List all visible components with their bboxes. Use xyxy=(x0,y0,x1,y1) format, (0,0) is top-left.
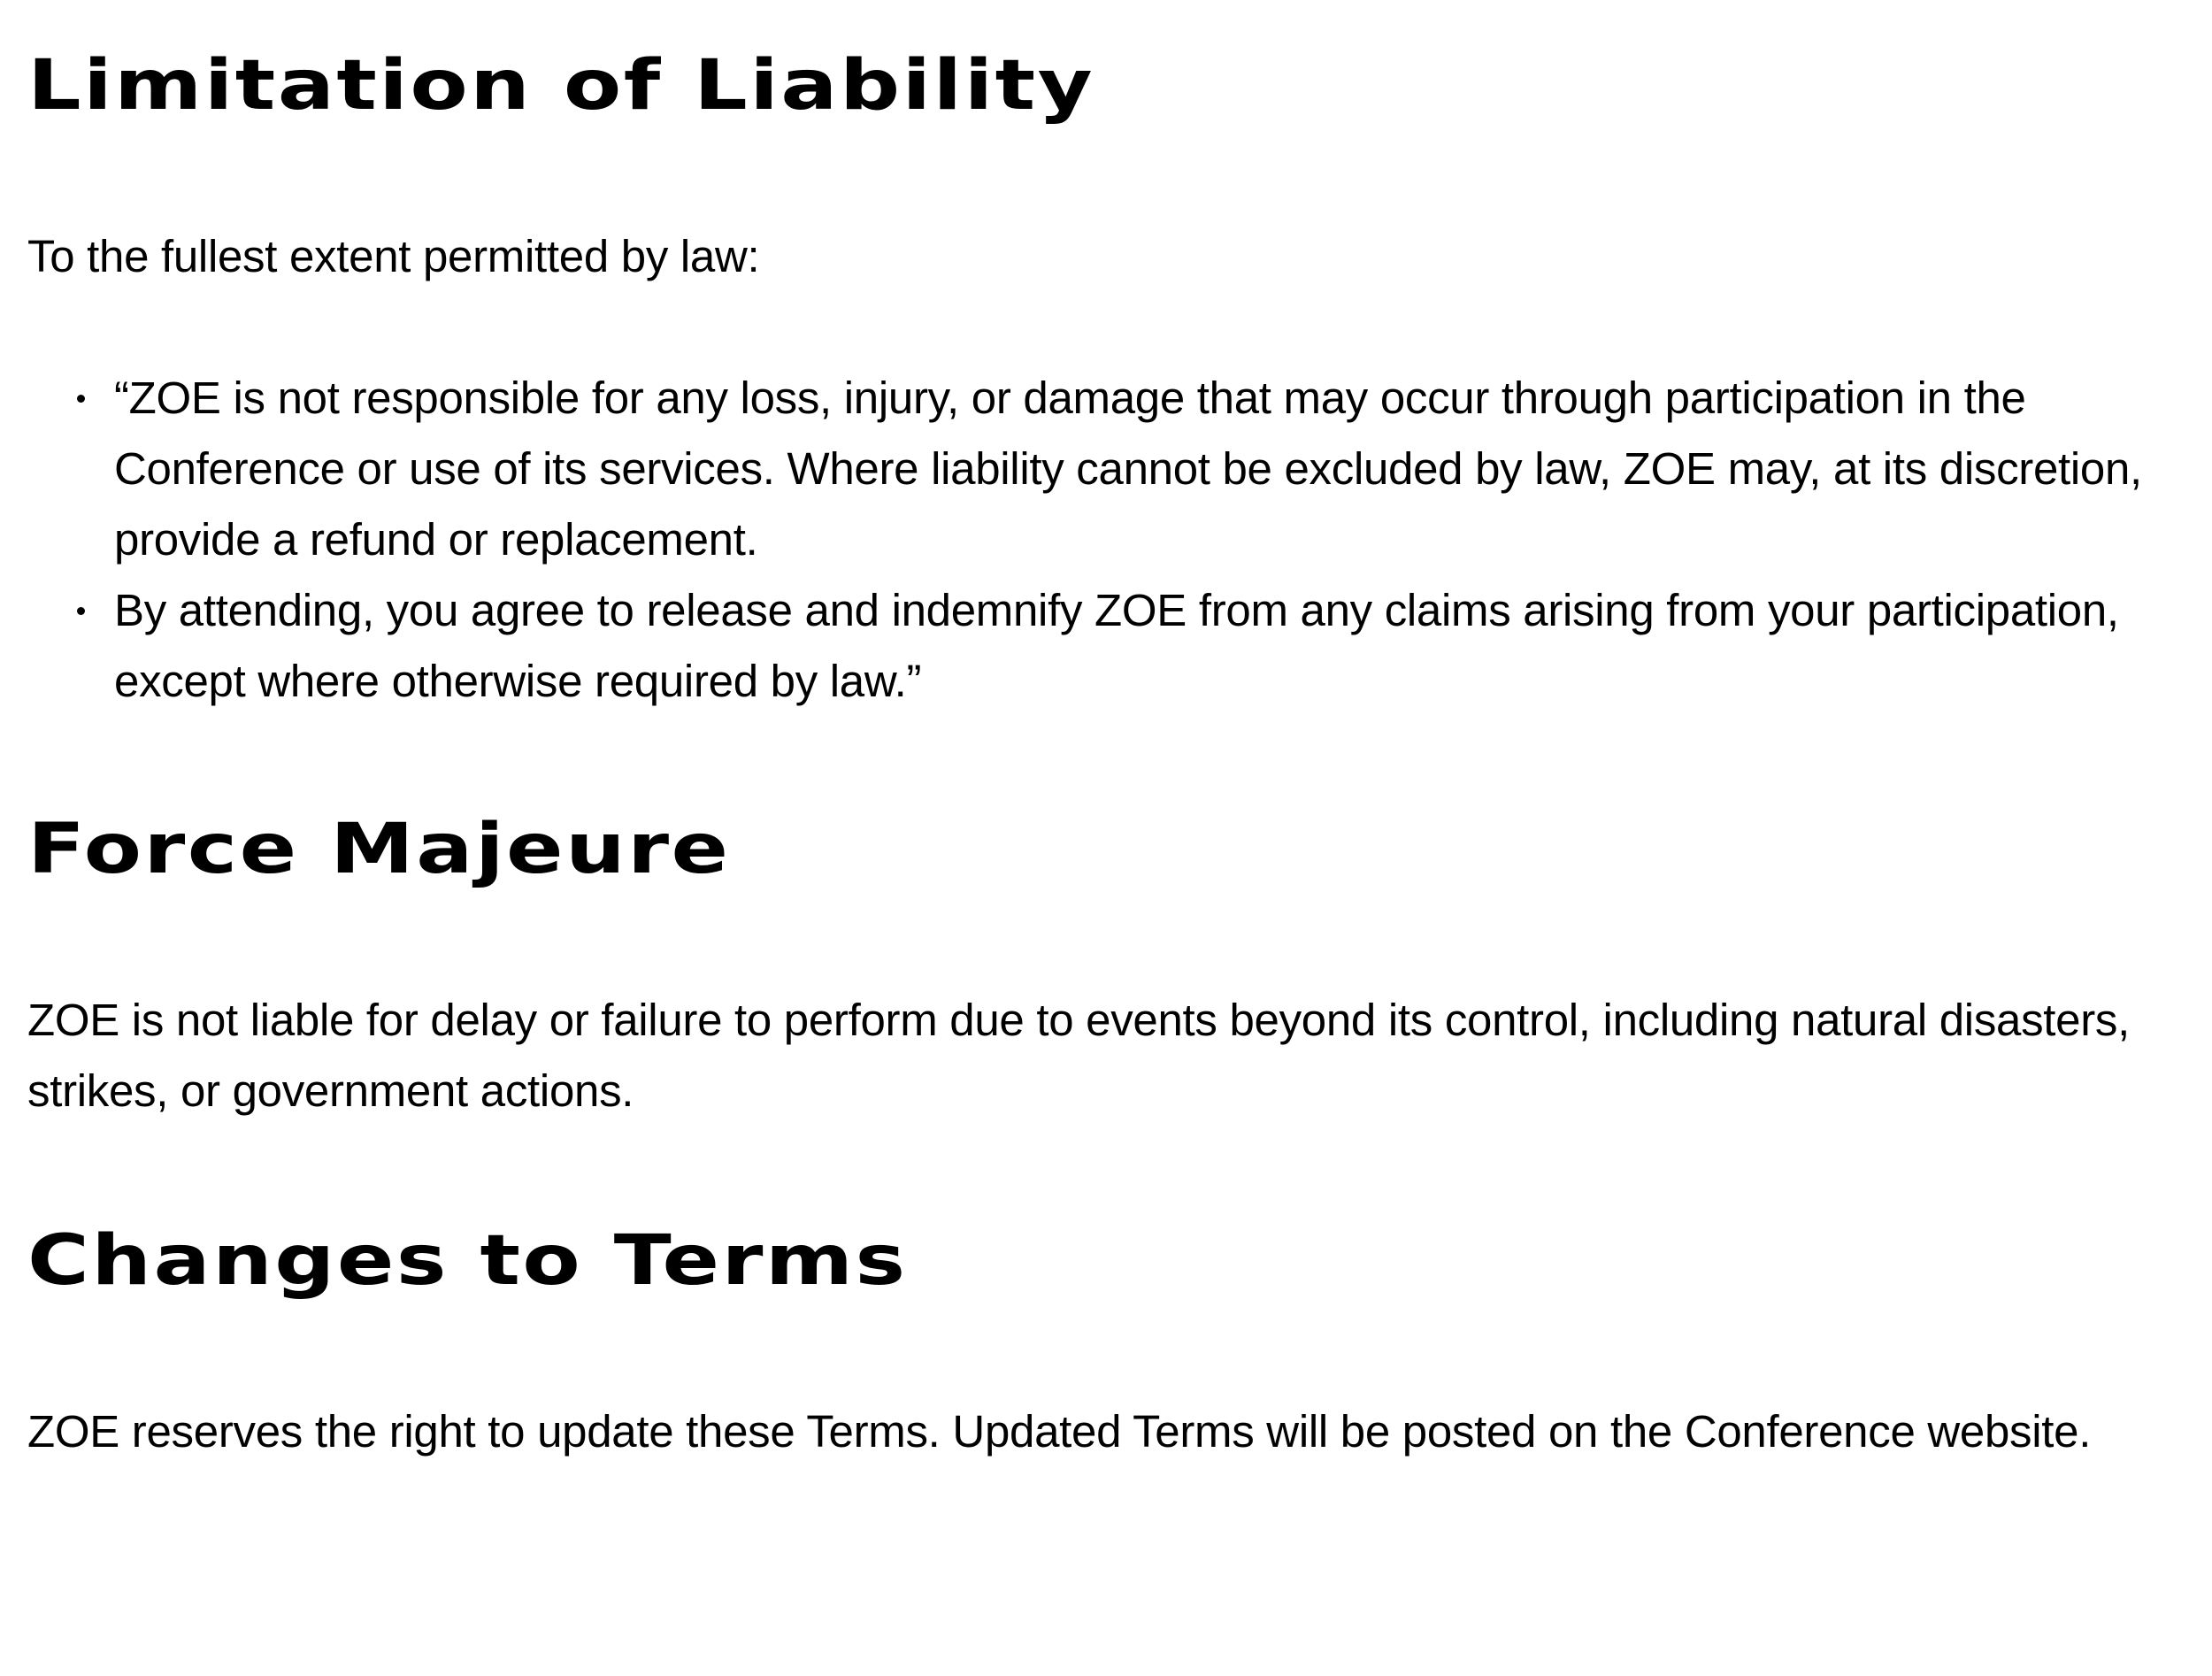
liability-bullet-list xyxy=(27,363,2191,717)
bullet-icon xyxy=(77,607,85,615)
section-heading-limitation-of-liability: Limitation of Liability xyxy=(27,46,1095,126)
section-body-text: ZOE reserves the right to update these Terms. Updated Terms will be posted on the Conference website. xyxy=(27,1406,2092,1457)
list-item xyxy=(27,575,2191,717)
bullet-icon xyxy=(77,395,85,403)
list-item-text: By attending, you agree to release and indemnify ZOE from any claims arising from your participation, except where otherwise required by law.” xyxy=(114,585,2119,706)
section-heading-changes-to-terms: Changes to Terms xyxy=(27,1221,908,1301)
list-item xyxy=(27,363,2191,575)
list-item-text: “ZOE is not responsible for any loss, injury, or damage that may occur through participation in the Conference or use of its services. Where liability cannot be excluded by law, ZOE may, at its discretion, provide a refund or replacement. xyxy=(114,373,2142,565)
section-heading-force-majeure: Force Majeure xyxy=(27,810,731,889)
section-body-text: ZOE is not liable for delay or failure to perform due to events beyond its control, including natural disasters, strikes, or government actions. xyxy=(27,995,2130,1116)
section-intro-text: To the fullest extent permitted by law: xyxy=(27,231,760,281)
